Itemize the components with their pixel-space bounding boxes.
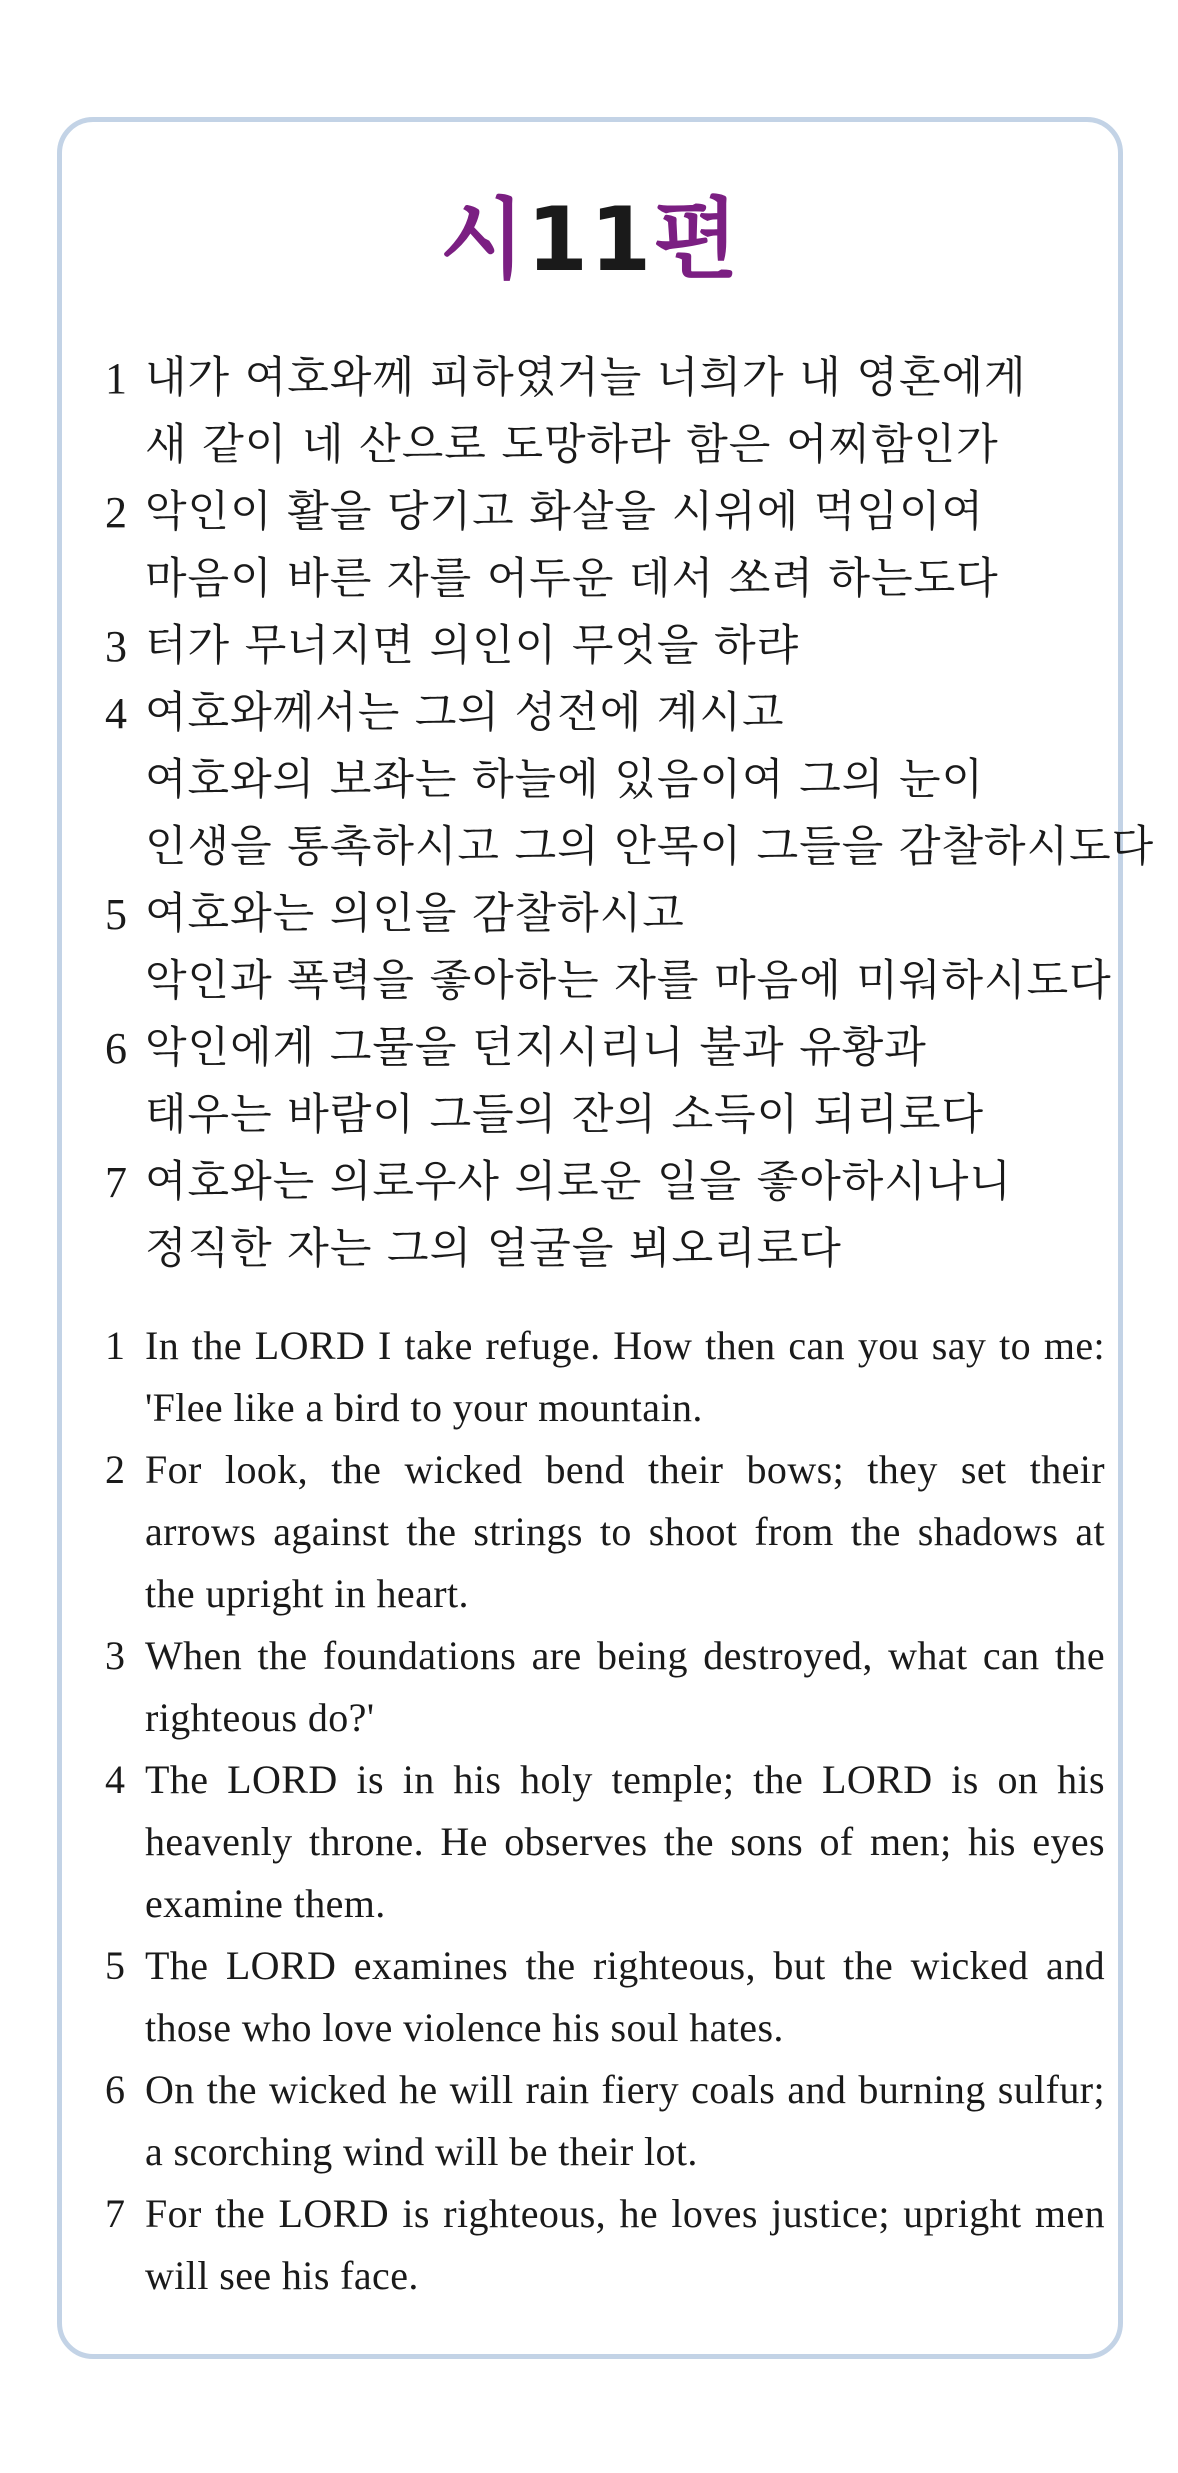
verse-line: 악인에게 그물을 던지시리니 불과 유황과 — [145, 1023, 927, 1073]
verse-text: The LORD is in his holy temple; the LORD is on his heavenly throne. He observes the sons of men; his eyes examine them. — [145, 1757, 1105, 1926]
korean-verse — [105, 1149, 1105, 1283]
verse-line: 마음이 바른 자를 어두운 데서 쏘려 하는도다 — [145, 554, 999, 604]
korean-verse — [105, 479, 1105, 613]
english-verses — [105, 1315, 1105, 2307]
verse-number: 1 — [105, 1323, 125, 1368]
verse-number: 3 — [105, 1633, 125, 1678]
korean-verse — [105, 613, 1105, 680]
verse-text: On the wicked he will rain fiery coals and burning sulfur; a scorching wind will be their lot. — [145, 2067, 1105, 2174]
verse-line: 정직한 자는 그의 얼굴을 뵈오리로다 — [145, 1224, 842, 1274]
verse-text: For look, the wicked bend their bows; they set their arrows against the strings to shoot from the shadows at the upright in heart. — [145, 1447, 1105, 1616]
verse-line: 인생을 통촉하시고 그의 안목이 그들을 감찰하시도다 — [145, 822, 1155, 872]
english-verse — [105, 2059, 1105, 2183]
title-number: 11 — [526, 188, 654, 291]
korean-verse — [105, 881, 1112, 1015]
verse-line: 여호와의 보좌는 하늘에 있음이여 그의 눈이 — [145, 755, 985, 805]
verse-number: 6 — [105, 2067, 125, 2112]
english-verse — [105, 1439, 1105, 1625]
verse-line: 태우는 바람이 그들의 잔의 소득이 되리로다 — [145, 1090, 985, 1140]
verse-number: 1 — [105, 354, 127, 403]
verse-number: 5 — [105, 890, 127, 939]
english-verse — [105, 1315, 1105, 1439]
verse-line: 여호와는 의로우사 의로운 일을 좋아하시나니 — [145, 1157, 1012, 1207]
english-verse — [105, 1625, 1105, 1749]
english-verse — [105, 1749, 1105, 1935]
verse-number: 4 — [105, 1757, 125, 1802]
verse-line: 새 같이 네 산으로 도망하라 함은 어찌함인가 — [145, 420, 999, 470]
verse-line: 여호와는 의인을 감찰하시고 — [145, 889, 685, 939]
korean-verse — [105, 680, 1155, 881]
english-verse — [105, 1935, 1105, 2059]
verse-text: For the LORD is righteous, he loves justice; upright men will see his face. — [145, 2191, 1105, 2298]
page-title — [62, 190, 1118, 290]
verse-number: 7 — [105, 2191, 125, 2236]
korean-verses — [105, 345, 1155, 1283]
verse-number: 5 — [105, 1943, 125, 1988]
title-suffix: 편 — [653, 188, 741, 291]
verse-line: 내가 여호와께 피하였거늘 너희가 내 영혼에게 — [145, 353, 1027, 403]
verse-line: 악인이 활을 당기고 화살을 시위에 먹임이여 — [145, 487, 985, 537]
title-prefix: 시 — [439, 188, 527, 291]
psalm-card — [57, 117, 1155, 2359]
verse-line: 터가 무너지면 의인이 무엇을 하랴 — [145, 621, 800, 671]
korean-verse — [105, 345, 1105, 479]
verse-text: When the foundations are being destroyed, what can the righteous do?' — [145, 1633, 1105, 1740]
korean-verse — [105, 1015, 1105, 1149]
verse-number: 2 — [105, 1447, 125, 1492]
verse-text: The LORD examines the righteous, but the wicked and those who love violence his soul hates. — [145, 1943, 1105, 2050]
verse-number: 6 — [105, 1024, 127, 1073]
verse-number: 3 — [105, 622, 127, 671]
verse-number: 4 — [105, 689, 127, 738]
verse-line: 악인과 폭력을 좋아하는 자를 마음에 미워하시도다 — [145, 956, 1112, 1006]
verse-text: In the LORD I take refuge. How then can you say to me: 'Flee like a bird to your mountain. — [145, 1323, 1105, 1430]
verse-line: 여호와께서는 그의 성전에 계시고 — [145, 688, 785, 738]
english-verse — [105, 2183, 1105, 2307]
verse-number: 2 — [105, 488, 127, 537]
verse-number: 7 — [105, 1158, 127, 1207]
